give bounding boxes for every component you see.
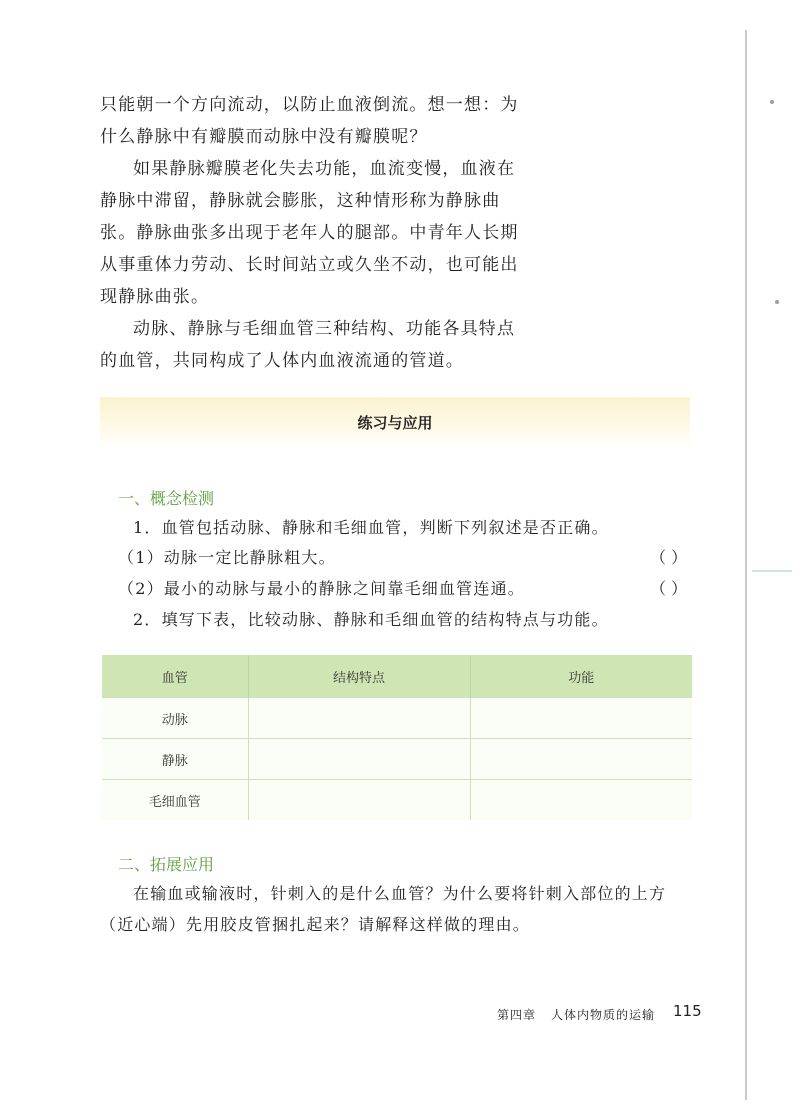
table-cell-blank[interactable] [248,780,470,820]
table-row-label: 静脉 [102,739,248,780]
extension-question-line: （近心端）先用胶皮管捆扎起来？请解释这样做的理由。 [100,915,531,934]
section-heading-extended-application: 二、拓展应用 [118,855,215,874]
table-cell-blank[interactable] [470,780,692,820]
comparison-table [102,655,692,820]
table-row [102,780,692,820]
question-1-1: （1）动脉一定比静脉粗大。 [118,548,336,567]
table-header-vessel: 血管 [102,655,248,698]
extension-question-line: 在输血或输液时，针刺入的是什么血管？为什么要将针刺入部位的上方 [133,884,667,903]
answer-blank-2[interactable]: （ ） [650,579,688,598]
table-cell-blank[interactable] [470,739,692,780]
scan-speck [770,100,774,104]
footer-chapter-title: 人体内物质的运输 [551,1008,656,1022]
table-row-label: 动脉 [102,698,248,739]
exercise-banner [100,397,690,449]
table-header-structure: 结构特点 [248,655,470,698]
body-line: 从事重体力劳动、长时间站立或久坐不动，也可能出 [100,255,519,275]
body-line: 动脉、静脉与毛细血管三种结构、功能各具特点 [133,319,516,339]
table-row [102,698,692,739]
table-cell-blank[interactable] [248,739,470,780]
body-line: 如果静脉瓣膜老化失去功能，血流变慢，血液在 [133,159,516,179]
body-line: 只能朝一个方向流动，以防止血液倒流。想一想：为 [100,95,519,115]
exercise-banner-title: 练习与应用 [357,414,433,432]
table-row [102,739,692,780]
scan-speck [775,300,779,304]
question-1: 1．血管包括动脉、静脉和毛细血管，判断下列叙述是否正确。 [133,518,609,537]
page-number: 115 [673,1002,702,1020]
body-line: 张。静脉曲张多出现于老年人的腿部。中青年人长期 [100,223,519,243]
section-heading-concept-check: 一、概念检测 [118,489,215,508]
body-line: 什么静脉中有瓣膜而动脉中没有瓣膜呢？ [100,127,428,147]
footer-chapter: 第四章 [497,1008,537,1022]
page-edge-mark [752,570,792,572]
question-2: 2．填写下表，比较动脉、静脉和毛细血管的结构特点与功能。 [133,610,609,629]
body-line: 的血管，共同构成了人体内血液流通的管道。 [100,351,464,371]
table-row-label: 毛细血管 [102,780,248,820]
table-cell-blank[interactable] [470,698,692,739]
body-line: 现静脉曲张。 [100,287,210,307]
question-1-2: （2）最小的动脉与最小的静脉之间靠毛细血管连通。 [118,579,525,598]
answer-blank-1[interactable]: （ ） [650,548,688,567]
table-header-row [102,655,692,698]
table-header-function: 功能 [470,655,692,698]
body-line: 静脉中滞留，静脉就会膨胀，这种情形称为静脉曲 [100,191,501,211]
page-edge-line [745,30,747,1100]
table-cell-blank[interactable] [248,698,470,739]
